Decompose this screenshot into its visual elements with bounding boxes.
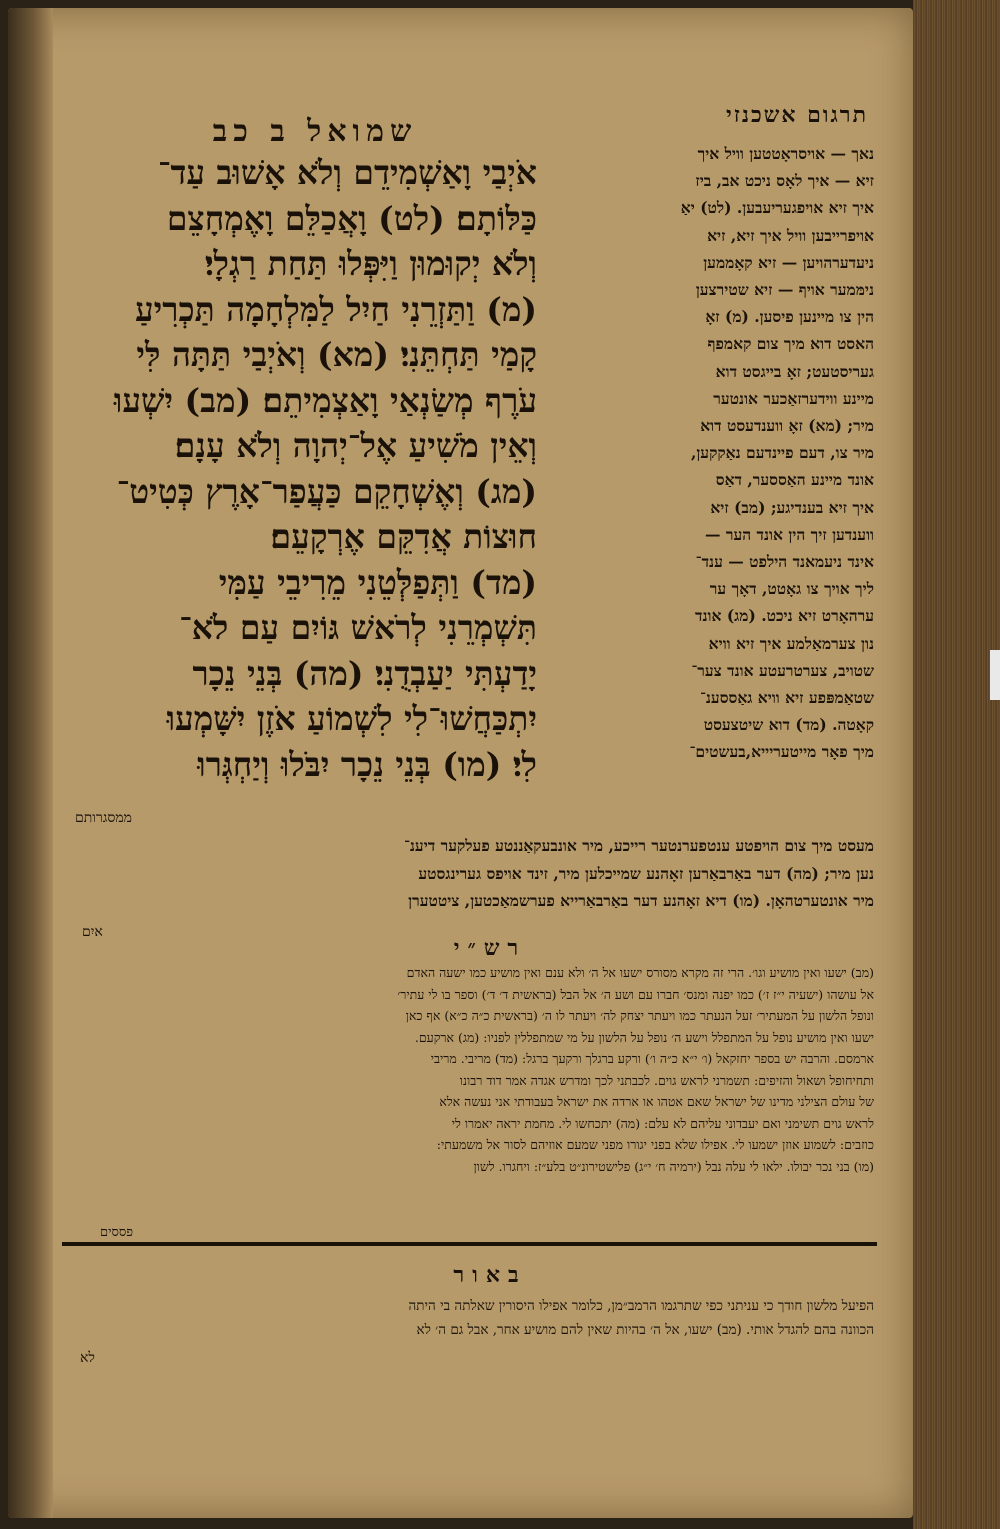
section-divider (62, 1242, 877, 1246)
main-text-line: לִי׃ (מו) בְּנֵי נֵכָר יִבֹּלוּ וְיַחְגְּרוּ (197, 744, 537, 784)
main-text-line: (מג) וְאֶשְׁחָקֵם כַּעֲפַר־אָרֶץ כְּטִיט־ (116, 471, 537, 511)
biur-catchword: לא (80, 1350, 95, 1366)
targum-line: אינד ניעמאנד הילפט — ענד־ (695, 552, 874, 572)
targum-line: שטאַמפּפע זיא וויא גאַססענ־ (699, 688, 874, 708)
rashi-title: רש״י (453, 935, 527, 961)
biur-title: באור (453, 1262, 527, 1288)
rashi-line: ארמסם. והרבה יש בספר יחזקאל (ו׳ י״א כ״ה ו׳) ורקע ברגלך ורקעך ברגל: (מד) מריבי. מריבי (430, 1051, 874, 1066)
main-text-line: יָדַעְתִּי יַעַבְדֻנִי׃ (מה) בְּנֵי נֵכָר (192, 653, 537, 693)
rashi-line: ישעו ואין מושיע נופל על המתפלל וישע ה׳ נופל על הלשון על מי שמתפללין לפניו: (מג) ארקעם. (414, 1029, 874, 1045)
main-text-line: תִּשְׁמְרֵנִי לְרֹאשׁ גּוֹיִם עַם לֹא־ (179, 608, 537, 647)
targum-line: האסט דוא מיך צום קאמפף (707, 334, 874, 354)
bookmark-tab (990, 650, 1000, 700)
targum-line: מיר צו, דעם פיינדעם נאַקקען, (690, 443, 874, 463)
book-chapter-header: שמואל ב כב (212, 114, 418, 149)
targum-line: איך זיא אויפגעריעבען. (לט) יאַ (680, 198, 874, 218)
rashi-line: לראש גוים תשימני ואם יעבדוני עליהם לא עלם: (מה) יתכחשו לי. מחמת יראה יאמרו לי (451, 1115, 874, 1131)
targum-catchword: איִם (82, 924, 103, 940)
main-text-line: עֹרֶף מְשַׂנְאַי וָאַצְמִיתֵם׃ (מב) יִשְׁעוּ (113, 380, 537, 420)
main-text-line: וְאֵין מֹשִׁיעַ אֶל־יְהוָה וְלֹא עָנָם׃ (174, 426, 537, 465)
targum-line: געריסטעט; זאָ בייגסט דוא (715, 361, 874, 381)
targum-line: שטויב, צערטרעטע אונד צער־ (691, 660, 874, 680)
targum-line: מיר; (מא) זאָ ווענדעסט דוא (700, 416, 874, 436)
main-text-line: יִתְכַּחֲשׁוּ־לִי לִשְׁמוֹעַ אֹזֶן יִשָּׁמְעוּ (166, 699, 537, 738)
targum-line: ווענדען זיך הין אונד הער — (704, 524, 874, 544)
biur-commentary (62, 1294, 874, 1342)
book-page-edges (913, 0, 1000, 1529)
main-text-line: חוּצוֹת אֲדִקֵּם אֶרְקָעֵם׃ (270, 517, 537, 556)
targum-line: מעסט מיך צום הויפטע ענטפערנטער רייכע, מיר אונבעקאַננטע פעלקער דיענ־ (403, 836, 874, 855)
targum-line: אונד מיינע האַססער, דאַס (715, 470, 874, 490)
main-text-line: (מד) וַתְּפַלְּטֵנִי מֵרִיבֵי עַמִּי (218, 562, 537, 602)
rashi-line: ונופל הלשון על המעתיר׳ זעל הנעתר כמו ויעתר יצחק לה׳ ויעתר לו ה׳ (בראשית כ״ה כ״א) אף כאן (405, 1008, 874, 1023)
targum-line: איך זיא בענדיגע; (מב) זיא (710, 497, 874, 517)
main-text-line: כַּלּוֹתָם׃ (לט) וָאֲכַלֵּם וָאֶמְחָצֵם (166, 198, 537, 238)
targum-column (546, 140, 874, 766)
targum-line: ליך אויך צו גאָטט, דאָך ער (709, 579, 874, 599)
main-text-line: אֹיְבַי וָאַשְׁמִידֵם וְלֹא אָשׁוּב עַד־ (157, 153, 537, 192)
targum-line: מיר אונטערטהאָן. (מו) דיא זאָהנע דער באַרבאַרייא פערשמאַכטען, ציטטערן (408, 891, 874, 910)
main-text-line: קָמַי תַּחְתֵּנִי׃ (מא) וְאֹיְבַי תַּתָּה לִּי (136, 335, 537, 374)
rashi-line: אל עושהו (ישעיה י״ז ז׳) כמו יפנה ומנס׳ חברו עם ושע ה׳ אל הבל (בראשית ד׳ ד׳) וספר בו לי עתיר׳ (397, 986, 874, 1002)
targum-full-width (62, 832, 874, 915)
rashi-line: כוזבים: לשמוע אוזן ישמעו לי. אפילו שלא בפני יגורו מפני שמעם אוזיהם לסור אל משמעתי: (436, 1137, 874, 1152)
biur-line: הפיעל מלשון חודך כי עניתני כפי שתרגמו הרמב״מן, כלומר אפילו היסורין שאלתה בי היתה (408, 1298, 874, 1314)
targum-line: מיך פאָר מייטעריייא,בעשטים־ (689, 742, 874, 762)
targum-line: הין צו מיינען פיסען. (מ) זאָ (705, 307, 874, 327)
targum-line: קאָטה. (מד) דוא שיטצעסט (703, 715, 874, 735)
rashi-commentary (62, 962, 874, 1177)
targum-line: נען מיר; (מה) דער באַרבאַרען זאָהנע שמייכלען מיר, זינד אויפס גערינגסטע (418, 863, 874, 883)
targum-line: נימּמער אויף — זיא שטירצען (695, 280, 874, 300)
biur-line: הכוונה בהם להגדל אותי. (מב) ישעו, אל ה׳ בהיות שאין להם מושיע אחר, אבל גם ה׳ לא (416, 1322, 874, 1338)
rashi-line: (מב) ישעו ואין מושיע וגו׳. הרי זה מקרא מסורס ישעו אל ה׳ ולא ענם ואין מושיע כמו ישעה האדם (406, 965, 874, 980)
rashi-line: של עולם הצילני מדינו של ישראל שאם אטהו או ארדה את ישראל בעבודתי אני נעשה אלא (439, 1094, 874, 1109)
main-hebrew-text (42, 150, 537, 787)
targum-line: מיינע ווידערזאַכער אונטער (713, 388, 874, 408)
targum-line: ניעדערהויען — זיא קאָממען (703, 252, 874, 272)
main-catchword: ממסגרותם (75, 810, 132, 826)
targum-line: נאך — אויסראָטטען וויל איך (697, 144, 874, 163)
rashi-line: (מו) בני נכר יבולו. ילאו לי עלה נבל (ירמיה ח׳ י״ג) פלישטירונ״ט בלע״ז: ויחגרו. לשון (473, 1158, 874, 1174)
main-text-line: (מ) וַתַּזְרֵנִי חַיִל לַמִּלְחָמָה תַּכְרִיעַ (134, 289, 537, 329)
rashi-line: ותחיחופל ושאול והזיפים: תשמרני לראש גוים. לכבתני לכך ומדרש אגדה אמר דוד רבונו (459, 1072, 874, 1088)
main-text-line: וְלֹא יְקוּמוּן וַיִּפְּלוּ תַּחַת רַגְלָי׃ (204, 244, 537, 283)
rashi-catchword: פססים (100, 1225, 134, 1240)
targum-line: ערהאָרט זיא ניכט. (מג) אונד (695, 606, 874, 626)
targum-line: נון צערמאַלמע איך זיא וויא (708, 633, 874, 653)
targum-line: אויפרייבען וויל איך זיא, זיא (707, 225, 874, 245)
targum-line: זיא — איך לאָס ניכט אב, ביז (695, 171, 874, 191)
targum-header: תרגום אשכנזי (725, 102, 868, 128)
